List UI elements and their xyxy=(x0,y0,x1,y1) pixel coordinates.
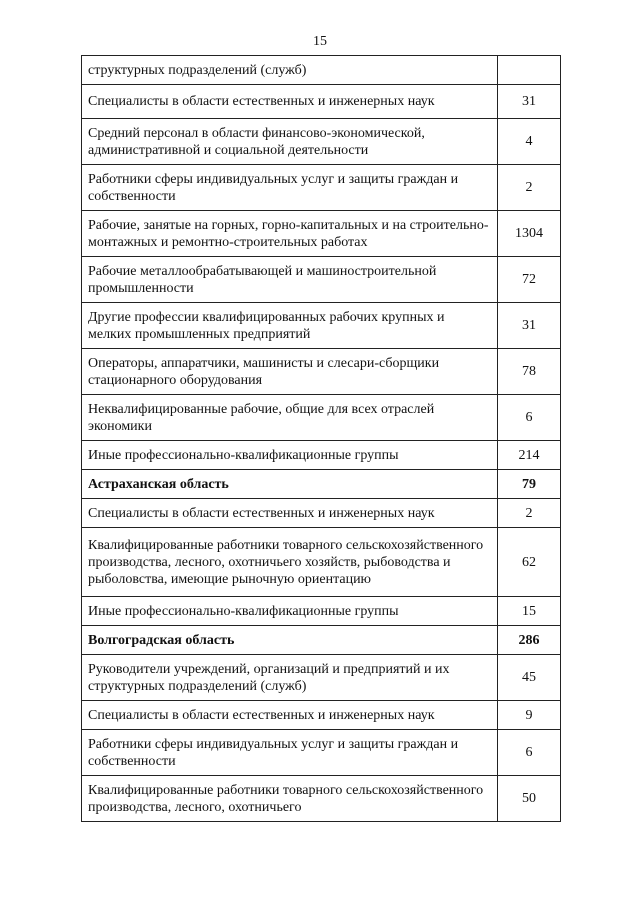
page-number: 15 xyxy=(313,34,327,49)
occupation-group: Специалисты в области естественных и инженерных наук xyxy=(82,85,498,119)
occupation-group: Руководители учреждений, организаций и предприятий и их структурных подразделений (служб) xyxy=(82,655,498,701)
occupation-group: Квалифицированные работники товарного сельскохозяйственного производства, лесного, охотничьего хозяйств, рыбоводства и рыболовства, имеющие рыночную ориентацию xyxy=(82,528,498,597)
region-total: 79 xyxy=(498,470,561,499)
region-name: Волгоградская область xyxy=(82,626,498,655)
table-row xyxy=(82,165,561,211)
table-row xyxy=(82,211,561,257)
occupation-group: Квалифицированные работники товарного сельскохозяйственного производства, лесного, охотничьего xyxy=(82,776,498,822)
region-row xyxy=(82,470,561,499)
worker-count: 78 xyxy=(498,349,561,395)
occupation-group: Неквалифицированные рабочие, общие для всех отраслей экономики xyxy=(82,395,498,441)
worker-count xyxy=(498,56,561,85)
occupation-group: Иные профессионально-квалификационные группы xyxy=(82,597,498,626)
table-row xyxy=(82,303,561,349)
worker-count: 31 xyxy=(498,85,561,119)
region-name: Астраханская область xyxy=(82,470,498,499)
occupation-group: структурных подразделений (служб) xyxy=(82,56,498,85)
table-row xyxy=(82,56,561,85)
occupation-group: Иные профессионально-квалификационные группы xyxy=(82,441,498,470)
worker-count: 2 xyxy=(498,499,561,528)
table-row xyxy=(82,441,561,470)
table-row xyxy=(82,85,561,119)
worker-count: 6 xyxy=(498,395,561,441)
occupation-group: Специалисты в области естественных и инженерных наук xyxy=(82,701,498,730)
worker-count: 9 xyxy=(498,701,561,730)
table-row xyxy=(82,528,561,597)
table-row xyxy=(82,499,561,528)
region-row xyxy=(82,626,561,655)
occupation-group: Работники сферы индивидуальных услуг и защиты граждан и собственности xyxy=(82,165,498,211)
worker-count: 31 xyxy=(498,303,561,349)
occupation-group: Рабочие металлообрабатывающей и машиностроительной промышленности xyxy=(82,257,498,303)
worker-count: 15 xyxy=(498,597,561,626)
table-row xyxy=(82,776,561,822)
table-row xyxy=(82,257,561,303)
worker-count: 45 xyxy=(498,655,561,701)
table-row xyxy=(82,730,561,776)
table-row xyxy=(82,395,561,441)
occupation-group: Специалисты в области естественных и инженерных наук xyxy=(82,499,498,528)
worker-count: 72 xyxy=(498,257,561,303)
worker-count: 2 xyxy=(498,165,561,211)
worker-count: 4 xyxy=(498,119,561,165)
occupation-table xyxy=(81,55,561,822)
worker-count: 62 xyxy=(498,528,561,597)
worker-count: 50 xyxy=(498,776,561,822)
table-row xyxy=(82,655,561,701)
table-row xyxy=(82,701,561,730)
occupation-group: Операторы, аппаратчики, машинисты и слесари-сборщики стационарного оборудования xyxy=(82,349,498,395)
worker-count: 6 xyxy=(498,730,561,776)
table-row xyxy=(82,349,561,395)
occupation-group: Средний персонал в области финансово-экономической, административной и социальной деятельности xyxy=(82,119,498,165)
table-row xyxy=(82,597,561,626)
occupation-group: Другие профессии квалифицированных рабочих крупных и мелких промышленных предприятий xyxy=(82,303,498,349)
worker-count: 214 xyxy=(498,441,561,470)
region-total: 286 xyxy=(498,626,561,655)
table-row xyxy=(82,119,561,165)
occupation-group: Работники сферы индивидуальных услуг и защиты граждан и собственности xyxy=(82,730,498,776)
worker-count: 1304 xyxy=(498,211,561,257)
table-body xyxy=(82,56,561,822)
occupation-group: Рабочие, занятые на горных, горно-капитальных и на строительно-монтажных и ремонтно-строительных работах xyxy=(82,211,498,257)
